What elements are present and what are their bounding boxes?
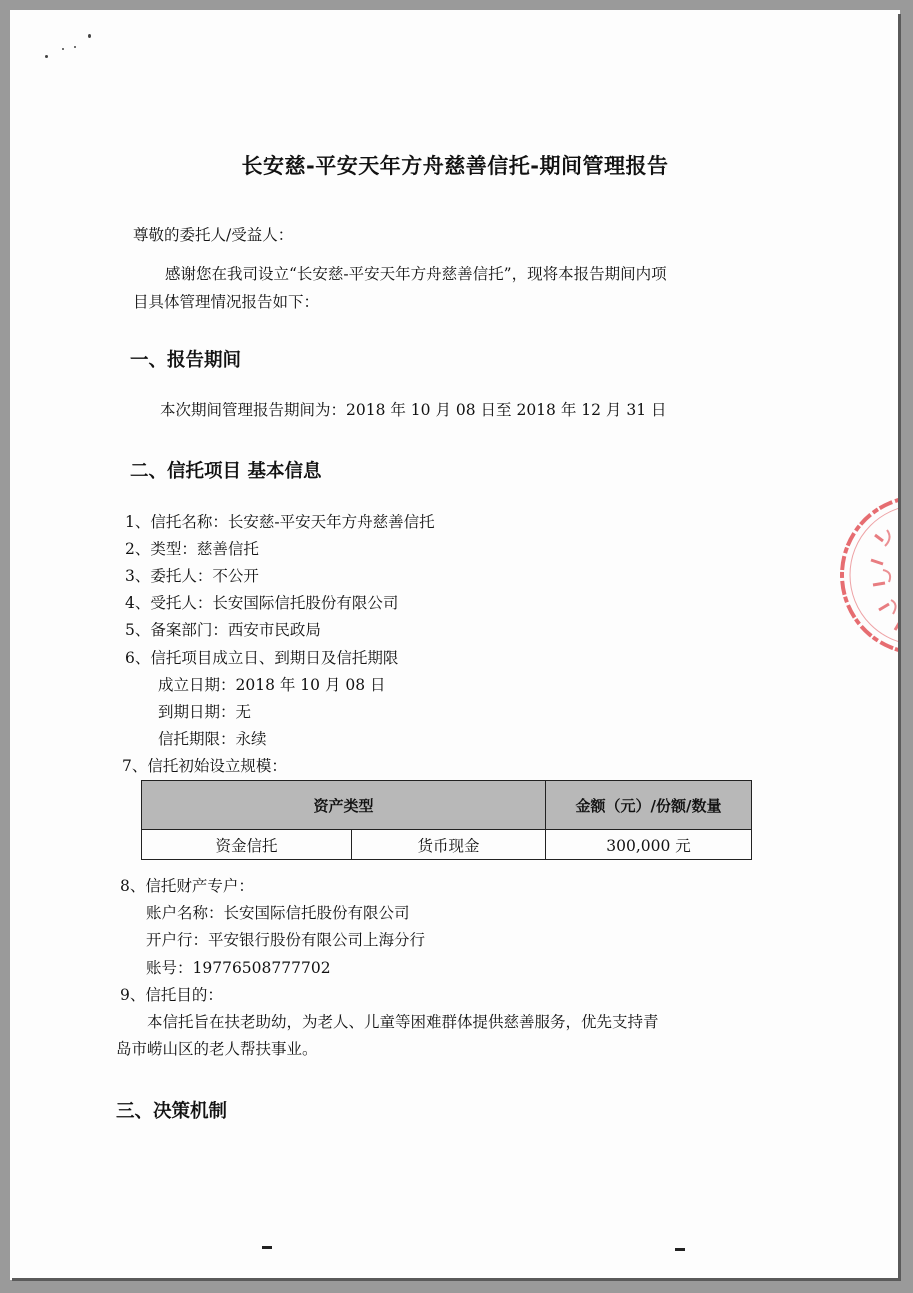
cell-asset-subtype: 货币现金: [352, 830, 546, 860]
scan-speck: [45, 55, 48, 58]
table-row: [142, 830, 752, 860]
greeting: 尊敬的委托人/受益人：: [133, 226, 294, 244]
purpose-heading: 9、信托目的：: [120, 986, 223, 1004]
scan-speck: [62, 48, 64, 50]
trust-type: 2、类型：慈善信托: [125, 540, 259, 558]
account-number: 账号：19776508777702: [146, 959, 331, 977]
report-page: [10, 10, 900, 1280]
establish-date: 成立日期：2018 年 10 月 08 日: [158, 676, 386, 694]
scan-mark: [675, 1248, 685, 1251]
purpose-line-2: 岛市崂山区的老人帮扶事业。: [116, 1040, 318, 1058]
trust-trustee: 4、受托人：长安国际信托股份有限公司: [125, 594, 399, 612]
account-name: 账户名称：长安国际信托股份有限公司: [146, 904, 410, 922]
scan-shadow-bottom: [12, 1278, 901, 1281]
trust-dates-heading: 6、信托项目成立日、到期日及信托期限: [125, 649, 399, 667]
intro-line-2: 目具体管理情况报告如下：: [133, 293, 320, 311]
header-asset-type: 资产类型: [142, 781, 546, 830]
section-1-heading: 一、报告期间: [130, 350, 242, 371]
expiry-date: 到期日期：无: [158, 703, 252, 721]
cell-asset-category: 资金信托: [142, 830, 352, 860]
scan-shadow-right: [898, 14, 901, 1280]
section-2-heading: 二、信托项目 基本信息: [130, 461, 322, 482]
scale-heading: 7、信托初始设立规模：: [122, 757, 287, 775]
initial-scale-table: [141, 780, 752, 860]
intro-line-1: 感谢您在我司设立“长安慈-平安天年方舟慈善信托”，现将本报告期间内项: [165, 265, 667, 283]
purpose-line-1: 本信托旨在扶老助幼，为老人、儿童等困难群体提供慈善服务，优先支持青: [147, 1013, 659, 1031]
trust-filing-dept: 5、备案部门：西安市民政局: [125, 621, 321, 639]
trust-settlor: 3、委托人：不公开: [125, 567, 259, 585]
account-heading: 8、信托财产专户：: [120, 877, 254, 895]
trust-name: 1、信托名称：长安慈-平安天年方舟慈善信托: [125, 513, 435, 531]
scan-mark: [262, 1246, 272, 1249]
bank-name: 开户行：平安银行股份有限公司上海分行: [146, 931, 426, 949]
scan-speck: [88, 34, 91, 38]
header-amount: 金额（元）/份额/数量: [546, 781, 752, 830]
cell-amount: 300,000 元: [546, 830, 752, 860]
section-3-heading: 三、决策机制: [116, 1101, 228, 1122]
scan-speck: [74, 46, 76, 48]
table-header-row: [142, 781, 752, 830]
company-seal-stamp: [835, 490, 900, 660]
report-title: 长安慈-平安天年方舟慈善信托-期间管理报告: [241, 154, 669, 178]
report-period-text: 本次期间管理报告期间为：2018 年 10 月 08 日至 2018 年 12 月 31 日: [160, 401, 667, 419]
trust-term: 信托期限：永续: [158, 730, 267, 748]
